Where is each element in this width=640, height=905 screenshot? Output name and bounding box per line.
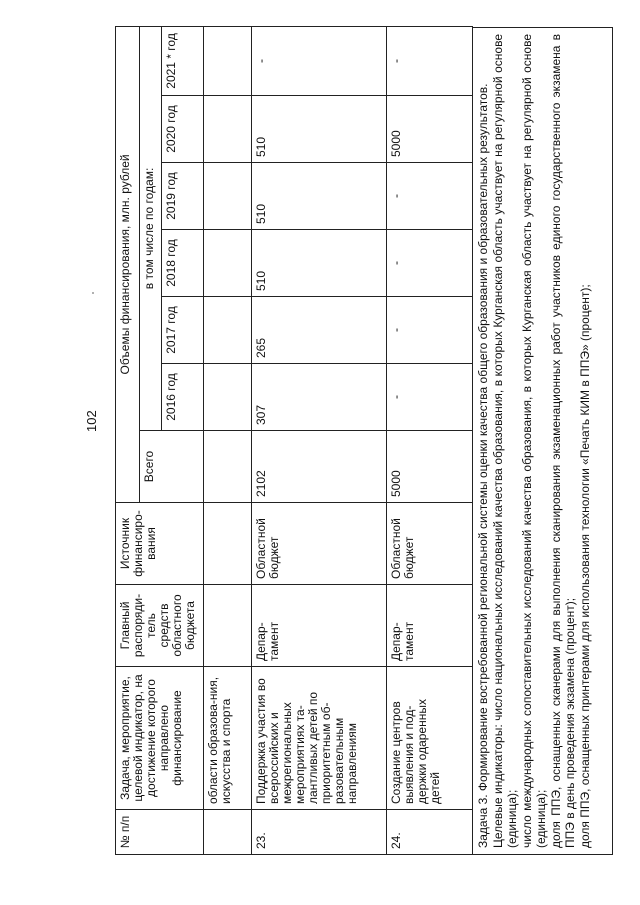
cell-empty [204,364,252,431]
cell-2020: 510 [252,96,387,163]
cell-task: области образова-ния, искусства и спорта [204,667,252,810]
cell-empty [204,503,252,585]
header-year: 2020 год [162,96,204,163]
cell-2017: 265 [252,297,387,364]
header-by-years: в том числе по годам: [140,26,162,430]
cell-empty [204,431,252,503]
header-year: 2017 год [162,297,204,364]
task-heading: Задача 3. Формирование востребованной региональной системы оценки качества общего образования и образовательных результатов. [476,83,490,848]
header-source: Источник финансиро-вания [116,503,204,585]
financing-table [115,26,473,855]
header-year: 2021 * год [162,26,204,95]
cell-empty [204,297,252,364]
header-manager: Главный распоряди-тель средств областного бюджета [116,585,204,667]
cell-num: 24. [387,810,473,855]
cell-2021: - [252,26,387,95]
header-year: 2018 год [162,230,204,297]
cell-empty [204,26,252,95]
table-row [387,26,473,854]
cell-2017: - [387,297,473,364]
cell-2019: - [387,163,473,230]
cell-2018: - [387,230,473,297]
indicator-line: число международных сопоставительных исследований качества образования, в которых Курганская область участвует на регулярной основе (единица); [519,34,548,848]
header-volumes: Объемы финансирования, млн. рублей [116,26,140,502]
cell-2021: - [387,26,473,95]
cell-empty [204,810,252,855]
scan-speck [92,292,94,294]
cell-2019: 510 [252,163,387,230]
header-year: 2019 год [162,163,204,230]
cell-2016: 307 [252,364,387,431]
cell-num: 23. [252,810,387,855]
cell-manager: Депар-тамент [387,585,473,667]
page-number: 102 [84,410,99,432]
header-row-top [116,26,140,854]
notes-block [472,27,613,855]
header-task: Задача, мероприятие, целевой индикатор, на достижение которого направлено финансирование [116,667,204,810]
cell-empty [204,585,252,667]
continuation-row [204,26,252,854]
cell-source: Областной бюджет [252,503,387,585]
header-num: № п/п [116,810,204,855]
table-row [252,26,387,854]
cell-2018: 510 [252,230,387,297]
cell-manager: Депар-тамент [252,585,387,667]
cell-empty [204,163,252,230]
header-total: Всего [140,431,204,503]
cell-task: Создание центров выявления и под-держки одаренных детей [387,667,473,810]
cell-2016: - [387,364,473,431]
cell-total: 2102 [252,431,387,503]
cell-source: Областной бюджет [387,503,473,585]
rotated-content [115,27,613,855]
cell-2020: 5000 [387,96,473,163]
cell-empty [204,230,252,297]
header-year: 2016 год [162,364,204,431]
cell-task: Поддержка участия во всероссийских и межрегиональных мероприятиях та-лантливых детей по приоритетным об-разовательным направлениям [252,667,387,810]
indicator-line: доля ППЭ, оснащенных принтерами для использования технологии «Печать КИМ в ППЭ» (процент); [577,284,592,848]
indicator-line: доля ППЭ, оснащенных сканерами для выполнения сканирования экзаменационных работ участников единого государственного экзамена в ППЭ в день проведения экзамена (процент); [548,34,577,848]
cell-empty [204,96,252,163]
indicator-line: Целевые индикаторы: число национальных исследований качества образования, в которых Курганская область участвует на регулярной основе (единица); [490,34,519,848]
cell-total: 5000 [387,431,473,503]
